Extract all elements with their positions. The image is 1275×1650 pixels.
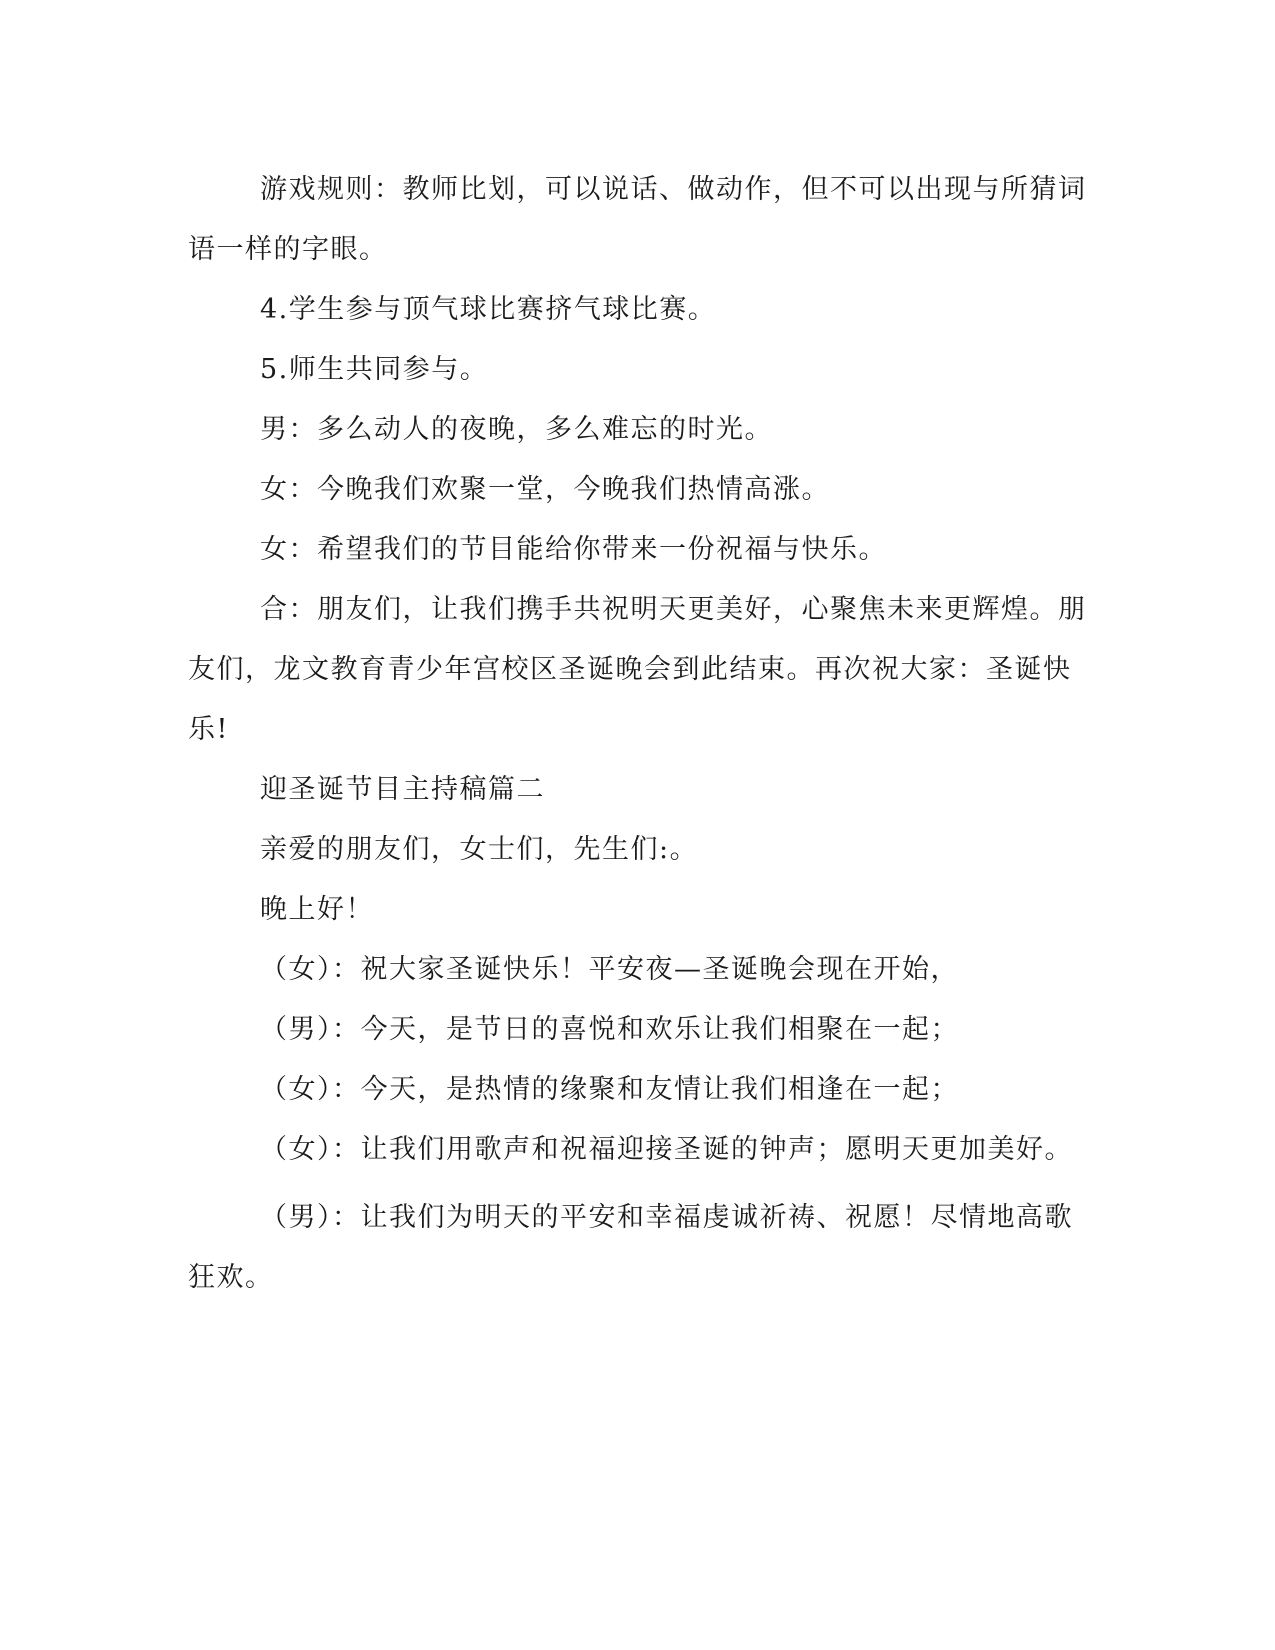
paragraph-greeting: 亲爱的朋友们，女士们，先生们:。: [260, 834, 699, 865]
paragraph-game-rules: 游戏规则：教师比划，可以说话、做动作，但不可以出现与所猜词语一样的字眼。: [188, 174, 1087, 265]
paragraph-female-line-1: 女：今晚我们欢聚一堂，今晚我们热情高涨。: [260, 474, 830, 505]
paragraph-balloon-game: 4.学生参与顶气球比赛挤气球比赛。: [260, 294, 717, 325]
paragraph-good-evening: 晚上好！: [260, 894, 374, 925]
paragraph-teachers-students: 5.师生共同参与。: [260, 354, 489, 385]
paragraph-female-bells: （女）：让我们用歌声和祝福迎接圣诞的钟声；愿明天更加美好。: [260, 1134, 1073, 1165]
paragraph-female-line-2: 女：希望我们的节目能给你带来一份祝福与快乐。: [260, 534, 887, 565]
paragraph-male-today: （男）：今天，是节日的喜悦和欢乐让我们相聚在一起；: [260, 1014, 959, 1045]
document-body: [188, 160, 1088, 1308]
paragraph-female-today: （女）：今天，是热情的缘聚和友情让我们相逢在一起；: [260, 1074, 959, 1105]
paragraph-male-line-1: 男：多么动人的夜晚，多么难忘的时光。: [260, 414, 773, 445]
paragraph-male-prayer: （男）：让我们为明天的平安和幸福虔诚祈祷、祝愿！尽情地高歌狂欢。: [188, 1202, 1073, 1293]
paragraph-female-opening: （女）：祝大家圣诞快乐！平安夜—圣诞晚会现在开始，: [260, 954, 959, 985]
section-heading: 迎圣诞节目主持稿篇二: [260, 774, 545, 805]
paragraph-together-closing: 合：朋友们，让我们携手共祝明天更美好，心聚焦未来更辉煌。朋友们，龙文教育青少年宫校区圣诞晚会到此结束。再次祝大家：圣诞快乐!: [188, 594, 1087, 745]
